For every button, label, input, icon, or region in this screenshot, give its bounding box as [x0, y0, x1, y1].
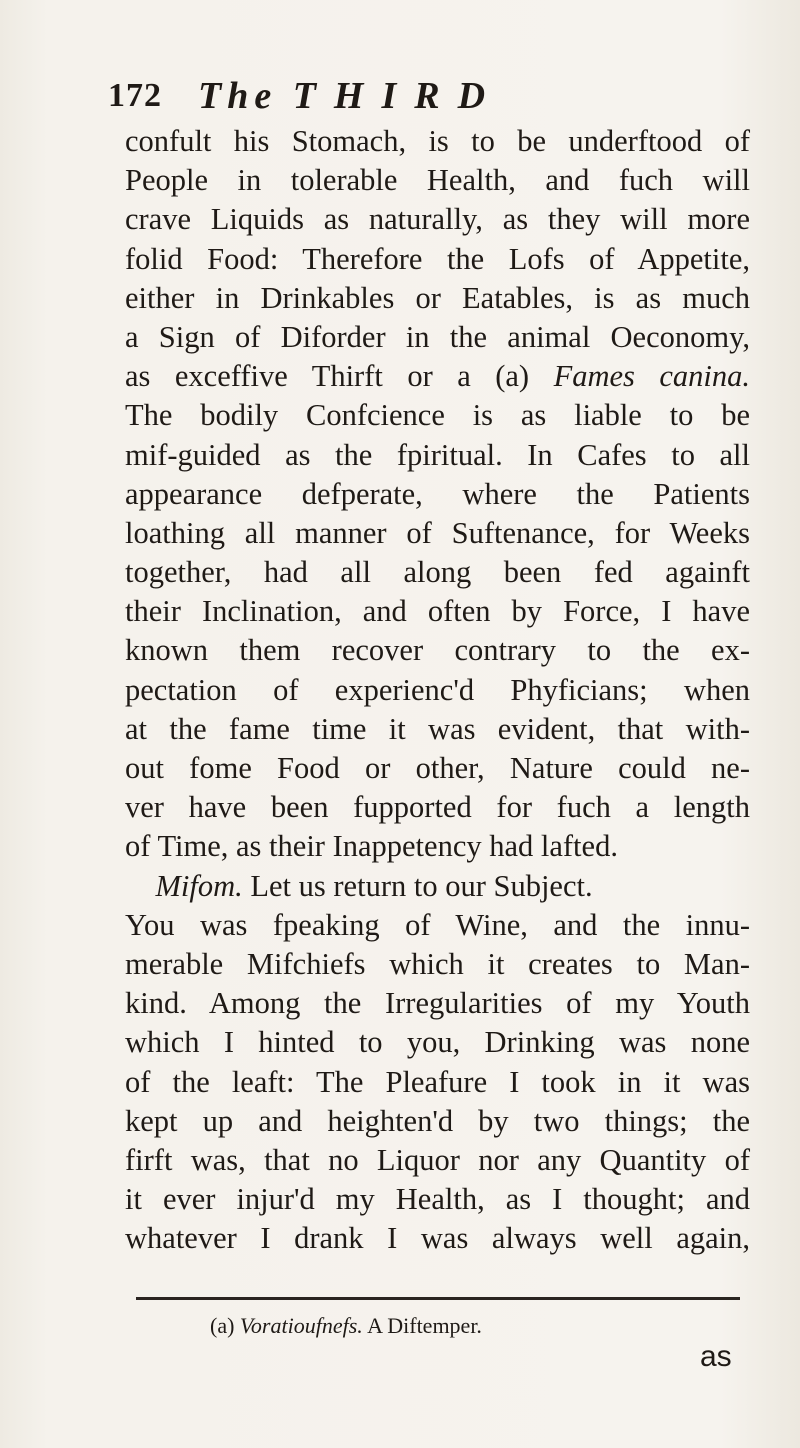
text-run: together, had all along been fed againft — [125, 555, 750, 590]
text-line — [125, 240, 750, 279]
text-run: a Sign of Diforder in the animal Oeconomy, — [125, 319, 750, 354]
italic-run: Mifom. — [155, 868, 243, 903]
text-run: firft was, that no Liquor nor any Quantity of — [125, 1142, 750, 1177]
text-line — [125, 827, 750, 866]
text-run: You was fpeaking of Wine, and the innu- — [125, 907, 750, 942]
text-line — [125, 631, 750, 670]
text-run: which I hinted to you, Drinking was none — [125, 1025, 750, 1060]
text-line — [125, 396, 750, 435]
footnote-marker: (a) — [210, 1313, 235, 1338]
text-run: appearance defperate, where the Patients — [125, 476, 750, 511]
text-run: whatever I drank I was always well again, — [125, 1221, 750, 1256]
text-line — [125, 710, 750, 749]
text-run: kind. Among the Irregularities of my Youth — [125, 986, 750, 1021]
text-line — [125, 200, 750, 239]
page-header — [108, 72, 748, 120]
text-line — [125, 984, 750, 1023]
text-line — [125, 1141, 750, 1180]
text-line — [125, 788, 750, 827]
running-head — [198, 72, 503, 120]
text-line — [125, 945, 750, 984]
text-line — [125, 1180, 750, 1219]
text-run: either in Drinkables or Eatables, is as much — [125, 280, 750, 315]
text-line — [125, 671, 750, 710]
page-number: 172 — [108, 77, 162, 114]
text-line — [125, 1219, 750, 1258]
text-run: at the fame time it was evident, that with- — [125, 711, 750, 746]
footnote — [210, 1312, 482, 1340]
text-line — [125, 749, 750, 788]
text-run: confult his Stomach, is to be underftood of — [125, 124, 750, 158]
body-text — [125, 122, 750, 1258]
text-line — [125, 592, 750, 631]
footnote-text: A Diftemper. — [367, 1313, 482, 1338]
text-run: ver have been fupported for fuch a length — [125, 790, 750, 825]
text-line — [125, 279, 750, 318]
text-run: known them recover contrary to the ex- — [125, 633, 750, 668]
text-run: folid Food: Therefore the Lofs of Appetite, — [125, 241, 750, 276]
text-line — [125, 357, 750, 396]
text-line — [125, 318, 750, 357]
running-head-the: The — [198, 75, 278, 117]
text-run: pectation of experienc'd Phyficians; when — [125, 672, 750, 707]
text-run: merable Mifchiefs which it creates to Man- — [125, 946, 750, 981]
text-run: loathing all manner of Suftenance, for Weeks — [125, 515, 750, 550]
text-run: crave Liquids as naturally, as they will more — [125, 202, 750, 237]
text-line — [125, 436, 750, 475]
text-line — [125, 161, 750, 200]
text-run — [125, 869, 156, 903]
text-run: People in tolerable Health, and fuch will — [125, 163, 750, 198]
text-run: The bodily Confcience is as liable to be — [125, 398, 750, 433]
text-run: of Time, as their Inappetency had lafted. — [125, 829, 618, 864]
running-head-word: THIRD — [292, 75, 504, 117]
text-line — [125, 475, 750, 514]
footnote-rule — [136, 1297, 740, 1300]
text-run: as exceffive Thirft or a (a) — [125, 359, 554, 394]
text-run: out fome Food or other, Nature could ne- — [125, 751, 750, 785]
text-run: it ever injur'd my Health, as I thought; and — [125, 1182, 750, 1217]
text-line — [125, 122, 750, 161]
text-line — [125, 553, 750, 592]
text-line — [125, 1102, 750, 1141]
text-line — [125, 1023, 750, 1062]
text-line — [125, 1063, 750, 1102]
text-line — [125, 906, 750, 945]
text-run: mif-guided as the fpiritual. In Cafes to all — [125, 437, 750, 472]
text-run: of the leaft: The Pleafure I took in it was — [125, 1064, 750, 1099]
text-run: Let us return to our Subject. — [242, 868, 593, 903]
text-line — [125, 867, 750, 906]
footnote-word: Voratioufnefs. — [239, 1313, 363, 1338]
italic-run: Fames canina. — [553, 359, 750, 394]
text-run: their Inclination, and often by Force, I have — [125, 594, 750, 629]
text-run: kept up and heighten'd by two things; the — [125, 1103, 750, 1138]
catchword: as — [700, 1340, 732, 1373]
text-line — [125, 514, 750, 553]
